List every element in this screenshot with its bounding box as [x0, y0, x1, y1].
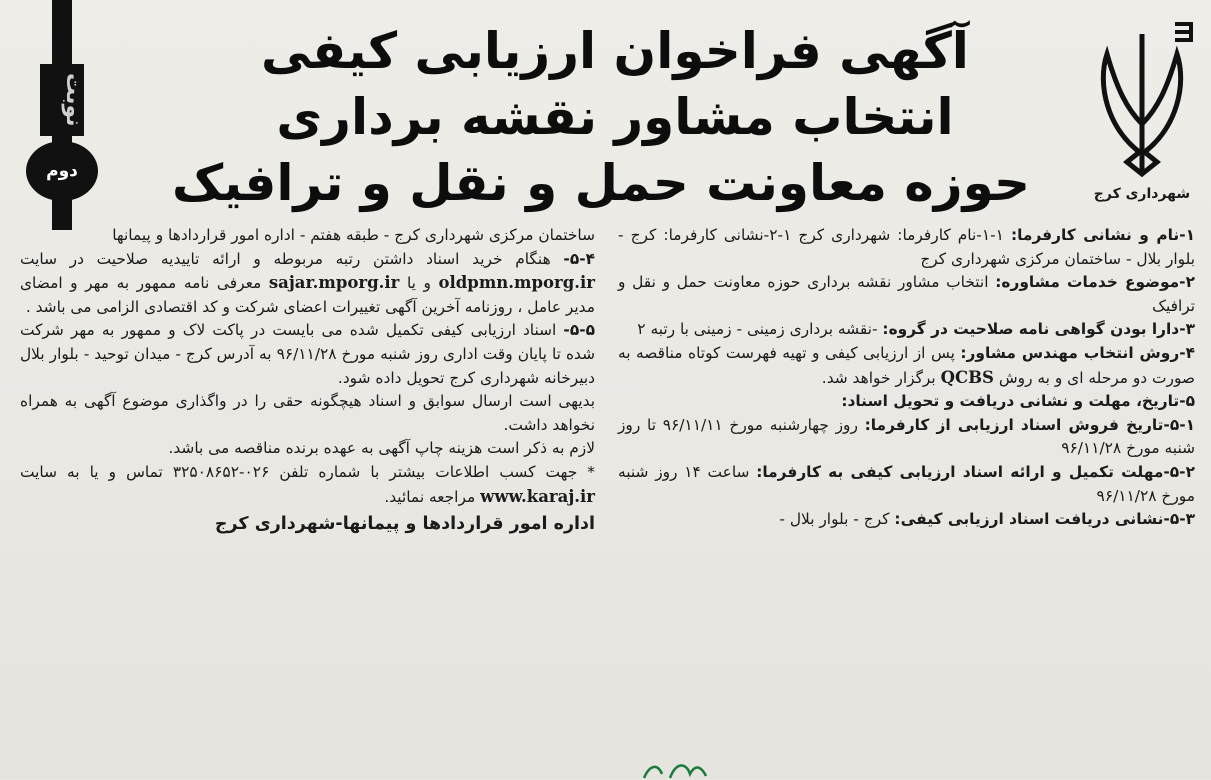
section-5-1-text: روز چهارشنبه مورخ ۹۶/۱۱/۱۱ تا روز شنبه مورخ ۹۶/۱۱/۲۸ — [618, 415, 1195, 458]
section-5-1 — [618, 414, 1195, 461]
section-4-heading: ۴-روش انتخاب مهندس مشاور: — [960, 343, 1196, 362]
section-2-text: انتخاب مشاور نقشه برداری حوزه معاونت حمل و نقل و ترافیک — [618, 273, 1195, 315]
headline-line-3: حوزه معاونت حمل و نقل و ترافیک — [172, 154, 1030, 212]
section-5-2-heading: ۵-۲-مهلت تکمیل و ارائه اسناد ارزیابی کیفی به کارفرما: — [756, 462, 1195, 481]
section-5-2 — [618, 461, 1195, 508]
sajar-site-link[interactable]: sajar.mporg.ir — [268, 273, 400, 293]
section-2-heading: ۲-موضوع خدمات مشاوره: — [995, 273, 1195, 292]
headline — [172, 18, 1030, 216]
section-5-3-text: کرج - بلوار بلال - — [779, 510, 890, 529]
section-4-text-b: برگزار خواهد شد. — [821, 368, 936, 387]
logo-emblem-icon — [1087, 14, 1197, 184]
signature: اداره امور قراردادها و پیمانها-شهرداری کرج — [214, 514, 595, 535]
ad-cost-note: لازم به ذکر است هزینه چاپ آگهی به عهده برنده مناقصه می باشد. — [168, 439, 595, 458]
section-3 — [618, 318, 1195, 342]
handwritten-mark-icon — [640, 758, 720, 780]
section-4-text-a: پس از ارزیابی کیفی و تهیه فهرست کوتاه مناقصه به صورت دو مرحله ای و به روش — [618, 343, 1195, 387]
contact-text-a: * جهت کسب اطلاعات بیشتر با شماره تلفن ۰۲۶-۳۲۵۰۸۶۵۲ تماس و یا به سایت — [20, 462, 596, 481]
section-5-5-heading: ۵-۵- — [563, 321, 595, 340]
right-column — [618, 224, 1195, 532]
section-5-3-heading: ۵-۳-نشانی دریافت اسناد ارزیابی کیفی: — [894, 510, 1195, 529]
section-5-4-heading: ۵-۴- — [563, 249, 595, 268]
section-5-5 — [20, 319, 595, 390]
section-3-text: -نقشه برداری زمینی - زمینی با رتبه ۲ — [637, 320, 878, 339]
headline-line-1: آگهی فراخوان ارزیابی کیفی — [261, 22, 969, 80]
section-4 — [618, 342, 1195, 390]
logo-caption: شهرداری کرج — [1093, 186, 1191, 202]
section-5-2-text: ساعت ۱۴ روز شنبه مورخ ۹۶/۱۱/۲۸ — [618, 462, 1195, 505]
section-1 — [618, 224, 1195, 271]
section-5-3 — [618, 508, 1195, 532]
section-5-4-text-a: هنگام خرید اسناد داشتن رتبه مربوطه و ارائه تاییدیه صلاحیت در سایت — [20, 249, 551, 268]
section-2 — [618, 271, 1195, 318]
contact-text-b: مراجعه نمائید. — [384, 487, 476, 506]
section-5-4-text-c: معرفی نامه ممهور به مهر و امضای مدیر عامل ، روزنامه آخرین آگهی تغییرات اعضای شرکت و کد اقتصادی الزامی می باشد . — [20, 274, 595, 316]
headline-line-2: انتخاب مشاور نقشه برداری — [276, 88, 954, 146]
karaj-municipality-logo — [1087, 14, 1197, 204]
round-label: نوبت — [40, 64, 84, 136]
section-5-heading: ۵-تاریخ، مهلت و نشانی دریافت و تحویل اسناد: — [841, 392, 1195, 411]
section-1-text: ۱-۱-نام کارفرما: شهرداری کرج ۱-۲-نشانی کارفرما: کرج - بلوار بلال - ساختمان مرکزی شهرداری کرج — [618, 226, 1195, 268]
qcbs-label: QCBS — [940, 367, 994, 387]
left-column — [20, 224, 595, 537]
round-badge: دوم — [26, 141, 98, 201]
address-continued: ساختمان مرکزی شهرداری کرج - طبقه هفتم - اداره امور قراردادها و پیمانها — [112, 226, 595, 244]
section-1-heading: ۱-نام و نشانی کارفرما: — [1011, 226, 1195, 244]
section-3-heading: ۳-دارا بودن گواهی نامه صلاحیت در گروه: — [882, 320, 1195, 339]
oldpmn-site-link[interactable]: oldpmn.mporg.ir — [438, 273, 595, 293]
section-5-4 — [20, 248, 595, 320]
karaj-site-link[interactable]: www.karaj.ir — [480, 486, 595, 506]
disclaimer: بدیهی است ارسال سوابق و اسناد هیچگونه حقی را در واگذاری موضوع آگهی به همراه نخواهد داشت. — [20, 392, 595, 434]
section-5-4-text-b: و یا — [406, 274, 431, 293]
section-5-1-heading: ۵-۱-تاریخ فروش اسناد ارزیابی از کارفرما: — [864, 415, 1195, 434]
contact-info — [20, 461, 595, 509]
section-5-5-text: اسناد ارزیابی کیفی تکمیل شده می بایست در پاکت لاک و ممهور به مهر شرکت شده تا پایان وقت اداری روز شنبه مورخ ۹۶/۱۱/۲۸ به آدرس کرج - میدان توحید - بلوار بلال دبیرخانه شهرداری کرج تحویل داده شود. — [20, 321, 595, 387]
